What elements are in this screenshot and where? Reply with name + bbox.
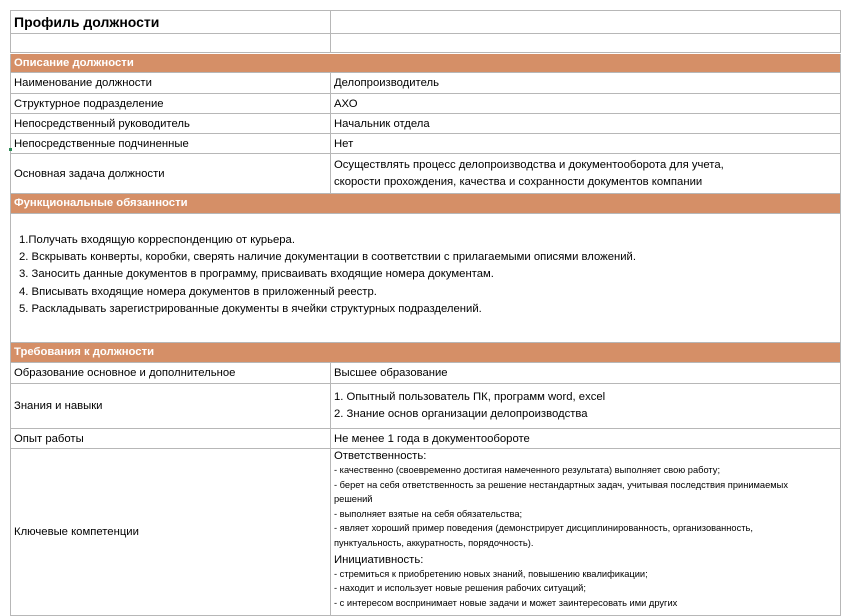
list-item: - качественно (своевременно достигая намеченного результата) выполняет свою работу;: [334, 465, 721, 475]
value-cell[interactable]: Не менее 1 года в документообороте: [331, 429, 841, 449]
list-item: - выполняет взятые на себя обязательства;: [334, 508, 523, 519]
value-cell[interactable]: Осуществлять процесс делопроизводства и документооборота для учета, скорости прохождения, качества и сохранности документов компании: [331, 154, 841, 194]
table-row: [10, 134, 841, 154]
empty-cell[interactable]: [331, 10, 841, 34]
value-cell[interactable]: Делопроизводитель: [331, 73, 841, 94]
competency-heading: Ответственность:: [334, 450, 427, 462]
competencies-list: [334, 449, 834, 610]
value-cell[interactable]: [331, 449, 841, 616]
label-cell[interactable]: Опыт работы: [10, 429, 331, 449]
label-cell[interactable]: Основная задача должности: [10, 154, 331, 194]
value-cell[interactable]: АХО: [331, 94, 841, 114]
empty-cell[interactable]: [331, 34, 841, 53]
list-item: - находит и использует новые решения рабочих ситуаций;: [334, 583, 586, 594]
label-cell[interactable]: Знания и навыки: [10, 384, 331, 429]
table-row: [10, 384, 841, 429]
empty-row: [10, 34, 841, 53]
list-item: 4. Вписывать входящие номера документов в приложенный реестр.: [19, 285, 377, 298]
value-cell[interactable]: Высшее образование: [331, 363, 841, 384]
list-item: 2. Вскрывать конверты, коробки, сверять наличие документации в соответствии с прилагаемыми описями вложений.: [19, 251, 636, 264]
list-item: - стремиться к приобретению новых знаний, повышению квалификации;: [334, 568, 648, 579]
label-cell[interactable]: Образование основное и дополнительное: [10, 363, 331, 384]
list-item: 5. Раскладывать зарегистрированные документы в ячейки структурных подразделений.: [19, 302, 482, 315]
section-header-description[interactable]: [10, 54, 841, 73]
duties-cell[interactable]: [10, 214, 841, 343]
table-row: [10, 429, 841, 449]
duties-list: [19, 232, 636, 318]
value-cell[interactable]: Нет: [331, 134, 841, 154]
table-row: [10, 94, 841, 114]
table-row: [10, 363, 841, 384]
value-cell[interactable]: 1. Опытный пользователь ПК, программ word, excel 2. Знание основ организации делопроизводства: [331, 384, 841, 429]
table-row: [10, 73, 841, 94]
table-row: [10, 449, 841, 616]
label-cell[interactable]: Непосредственные подчиненные: [10, 134, 331, 154]
section-title: Требования к должности: [14, 346, 155, 358]
competency-heading: Инициативность:: [334, 553, 424, 566]
duties-block: [10, 214, 841, 343]
page-title: Профиль должности: [14, 14, 160, 30]
cell-marker: [9, 148, 12, 151]
table-row: [10, 154, 841, 194]
section-title: Функциональные обязанности: [14, 197, 188, 209]
list-item: - с интересом воспринимает новые задачи и может заинтересовать ими других: [334, 597, 678, 608]
title-row: [10, 10, 841, 34]
section-title: Описание должности: [14, 57, 134, 69]
label-cell[interactable]: Непосредственный руководитель: [10, 114, 331, 134]
title-cell[interactable]: [10, 10, 331, 34]
label-cell[interactable]: Структурное подразделение: [10, 94, 331, 114]
section-header-requirements[interactable]: [10, 343, 841, 363]
label-cell[interactable]: Ключевые компетенции: [10, 449, 331, 616]
list-item: - берет на себя ответственность за решение нестандартных задач, учитывая последствия принимаемых: [334, 479, 788, 490]
section-header-duties[interactable]: [10, 194, 841, 214]
table-row: [10, 114, 841, 134]
list-item: решений: [334, 494, 373, 505]
list-item: 1.Получать входящую корреспонденцию от курьера.: [19, 234, 295, 246]
label-cell[interactable]: Наименование должности: [10, 73, 331, 94]
list-item: 3. Заносить данные документов в программу, присваивать входящие номера документам.: [19, 268, 494, 281]
value-cell[interactable]: Начальник отдела: [331, 114, 841, 134]
empty-cell[interactable]: [10, 34, 331, 53]
list-item: пунктуальность, аккуратность, порядочность).: [334, 537, 534, 548]
list-item: - являет хороший пример поведения (демонстрирует дисциплинированность, организованность,: [334, 523, 753, 534]
